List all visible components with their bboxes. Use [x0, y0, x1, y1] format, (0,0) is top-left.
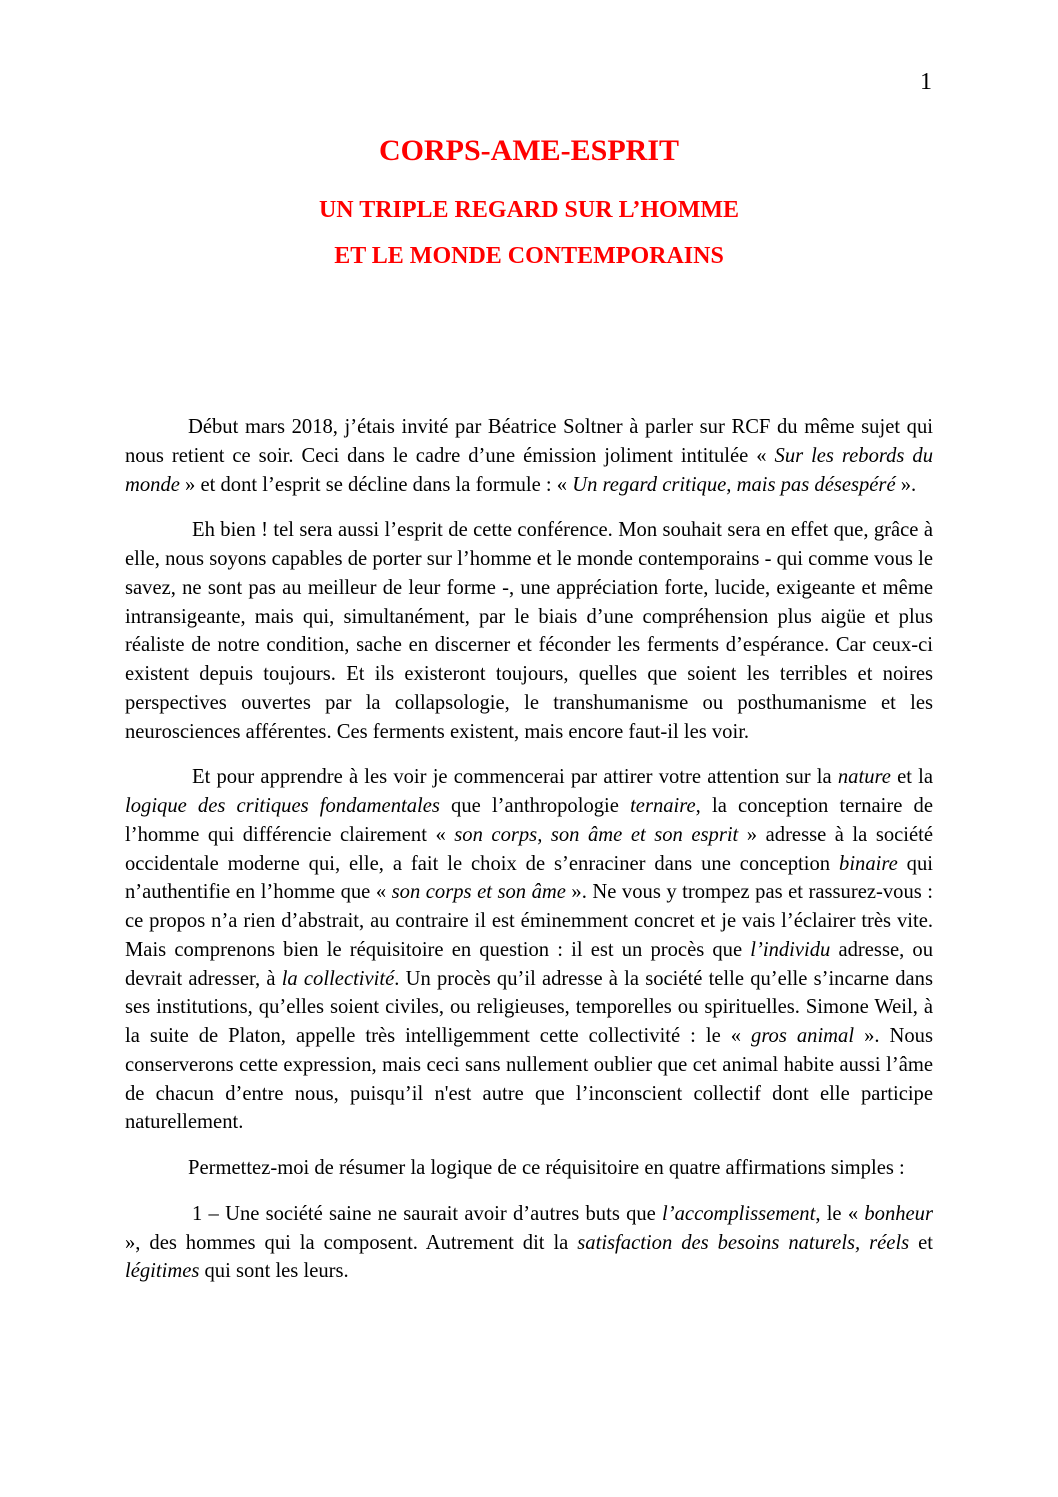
text-run: , le « [815, 1202, 865, 1225]
document-subtitle-line-2: ET LE MONDE CONTEMPORAINS [334, 243, 724, 269]
text-run: Début mars 2018, j’étais invité par Béatrice Soltner à parler sur RCF du même sujet qui nous retient ce soir. Ceci dans le cadre d’une émission joliment intitulée « [125, 416, 933, 467]
text-run: Et pour apprendre à les voir je commencerai par attirer votre attention sur la [192, 766, 838, 789]
text-run: qui sont les leurs. [199, 1260, 349, 1283]
text-run: ». [895, 473, 917, 496]
italic-run: ternaire [630, 795, 696, 817]
text-run: que l’anthropologie [439, 795, 631, 817]
text-run: et [909, 1231, 933, 1254]
document-subtitle-line-1: UN TRIPLE REGARD SUR L’HOMME [318, 197, 740, 223]
text-run: Eh bien ! tel sera aussi l’esprit de cette conférence. Mon souhait sera en effet que, grâce à elle, nous soyons capables de porter sur l’homme et le monde contemporains - qui comme vous le savez, ne sont pas au meilleur de leur forme -, une appréciation forte, lucide, exigeante et même intransigeante, mais qui, simultanément, par le biais d’une compréhension plus aigüe et plus réaliste de notre condition, sache en discerner et féconder les ferments d’espérance. Car ceux-ci existent depuis toujours. Et ils existeront toujours, quelles que soient les terribles et noires perspectives ouvertes par la collapsologie, le transhumanisme ou posthumanisme et les neurosciences afférentes. Ces ferments existent, mais encore faut-il les voir. [125, 519, 933, 743]
italic-run: l’accomplissement [662, 1202, 816, 1225]
italic-run: logique des critiques fondamentales [125, 795, 440, 817]
paragraph-4 [125, 1154, 933, 1183]
text-run: ». Ne vous y trompez pas et rassurez-vous : ce propos n’a rien d’abstrait, au contraire il est éminemment concret et je vais l’éclairer très vite. Mais comprenons bien le réquisitoire en question : il est un procès que [125, 881, 934, 961]
italic-run: satisfaction des besoins naturels, réels [577, 1231, 910, 1254]
italic-run: binaire [839, 852, 898, 875]
italic-run: son corps, son âme et son esprit [454, 823, 739, 846]
text-run: ». Nous conserverons cette expression, mais ceci sans nullement oublier que cet animal habite aussi l’âme de chacun d’entre nous, puisqu’il n'est autre que l’inconscient collectif dont elle participe naturellement. [125, 1025, 933, 1134]
paragraph-1 [125, 413, 933, 499]
text-run: 1 – Une société saine ne saurait avoir d’autres buts que [192, 1202, 663, 1225]
text-run: », des hommes qui la composent. Autrement dit la [125, 1231, 578, 1254]
italic-run: la collectivité [281, 967, 395, 990]
italic-run: nature [837, 766, 891, 789]
paragraph-5 [125, 1200, 933, 1286]
paragraph-3 [125, 763, 933, 1137]
italic-run: bonheur [864, 1202, 933, 1225]
italic-run: Sur les rebords du monde [125, 444, 933, 496]
page-number: 1 [920, 69, 932, 95]
text-run: Permettez-moi de résumer la logique de ce réquisitoire en quatre affirmations simples : [188, 1157, 905, 1179]
text-run: » adresse à la société occidentale moderne qui, elle, a fait le choix de s’enraciner dans une conception [125, 823, 933, 875]
italic-run: l’individu [750, 938, 831, 961]
text-run: qui n’authentifie en l’homme que « [125, 852, 933, 904]
text-run: adresse, ou devrait adresser, à [125, 938, 933, 990]
italic-run: son corps et son âme [391, 881, 566, 904]
text-run: » et dont l’esprit se décline dans la formule : « [179, 473, 573, 496]
document-body [125, 413, 933, 1286]
document-title: CORPS-AME-ESPRIT [378, 134, 679, 167]
text-run: . Un procès qu’il adresse à la société telle qu’elle s’incarne dans ses institutions, qu’elles soient civiles, ou religieuses, temporelles ou spirituelles. Simone Weil, à la suite de Platon, appelle très intelligemment cette collectivité : le « [125, 967, 933, 1047]
italic-run: Un regard critique, mais pas désespéré [572, 473, 896, 496]
italic-run: légitimes [125, 1260, 200, 1283]
paragraph-2 [125, 516, 933, 746]
document-title-block [0, 132, 1058, 270]
italic-run: gros animal [751, 1025, 855, 1047]
text-run: et la [890, 766, 933, 789]
text-run: , la conception ternaire de l’homme qui différencie clairement « [125, 795, 933, 846]
